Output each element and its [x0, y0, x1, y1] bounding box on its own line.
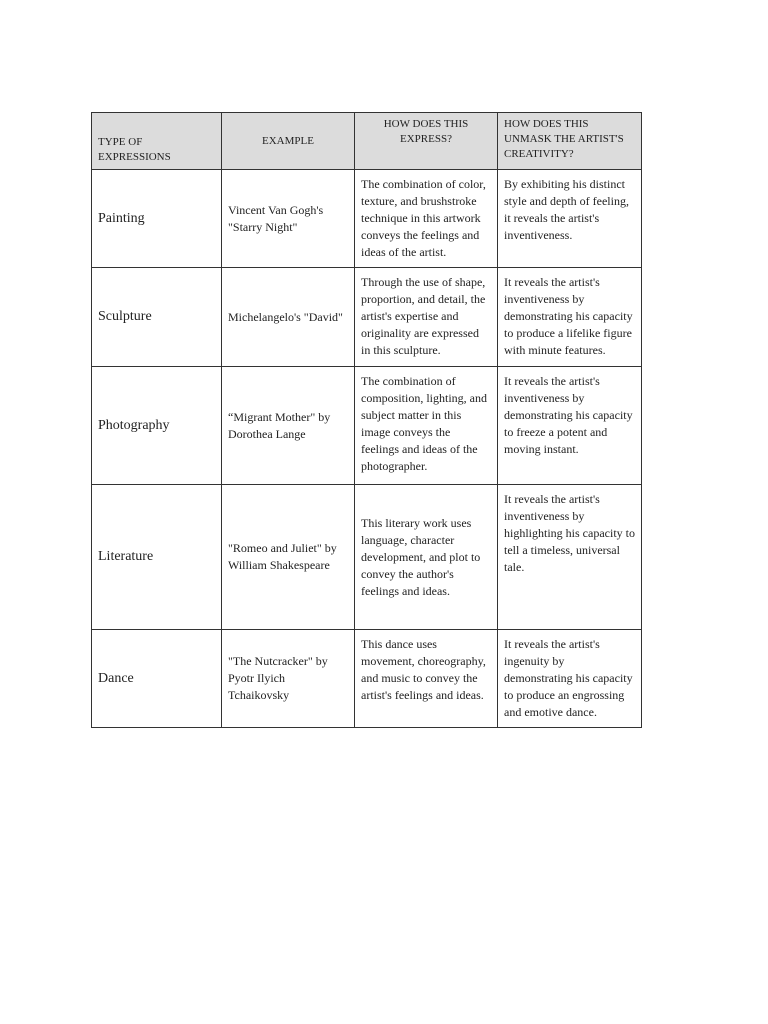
table-body — [92, 170, 642, 728]
unmask-cell: It reveals the artist's inventiveness by demonstrating his capacity to produce a lifelike figure with minute features. — [498, 268, 642, 367]
express-cell: This dance uses movement, choreography, and music to convey the artist's feelings and ideas. — [355, 630, 498, 728]
table-header — [92, 113, 642, 170]
table-row — [92, 170, 642, 268]
table-row — [92, 268, 642, 367]
header-how-express: HOW DOES THIS EXPRESS? — [355, 113, 498, 170]
type-cell: Photography — [92, 367, 222, 485]
express-cell: This literary work uses language, character development, and plot to convey the author's feelings and ideas. — [355, 485, 498, 630]
unmask-cell: It reveals the artist's ingenuity by demonstrating his capacity to produce an engrossing and emotive dance. — [498, 630, 642, 728]
example-cell: Michelangelo's "David" — [222, 268, 355, 367]
example-cell: “Migrant Mother" by Dorothea Lange — [222, 367, 355, 485]
unmask-cell: It reveals the artist's inventiveness by demonstrating his capacity to freeze a potent and moving instant. — [498, 367, 642, 485]
type-cell: Painting — [92, 170, 222, 268]
express-cell: Through the use of shape, proportion, and detail, the artist's expertise and originality are expressed in this sculpture. — [355, 268, 498, 367]
type-cell: Literature — [92, 485, 222, 630]
table-row — [92, 630, 642, 728]
example-cell: "The Nutcracker" by Pyotr Ilyich Tchaikovsky — [222, 630, 355, 728]
header-example: EXAMPLE — [222, 113, 355, 170]
expressions-table — [91, 112, 642, 728]
express-cell: The combination of composition, lighting, and subject matter in this image conveys the feelings and ideas of the photographer. — [355, 367, 498, 485]
header-row — [92, 113, 642, 170]
unmask-cell: It reveals the artist's inventiveness by highlighting his capacity to tell a timeless, universal tale. — [498, 485, 642, 630]
example-cell: "Romeo and Juliet" by William Shakespeare — [222, 485, 355, 630]
unmask-cell: By exhibiting his distinct style and depth of feeling, it reveals the artist's inventiveness. — [498, 170, 642, 268]
express-cell: The combination of color, texture, and brushstroke technique in this artwork conveys the feelings and ideas of the artist. — [355, 170, 498, 268]
header-how-unmask-creativity: HOW DOES THIS UNMASK THE ARTIST'S CREATIVITY? — [498, 113, 642, 170]
example-cell: Vincent Van Gogh's "Starry Night" — [222, 170, 355, 268]
type-cell: Dance — [92, 630, 222, 728]
type-cell: Sculpture — [92, 268, 222, 367]
table-row — [92, 367, 642, 485]
table-row — [92, 485, 642, 630]
header-type-of-expressions: TYPE OF EXPRESSIONS — [92, 113, 222, 170]
